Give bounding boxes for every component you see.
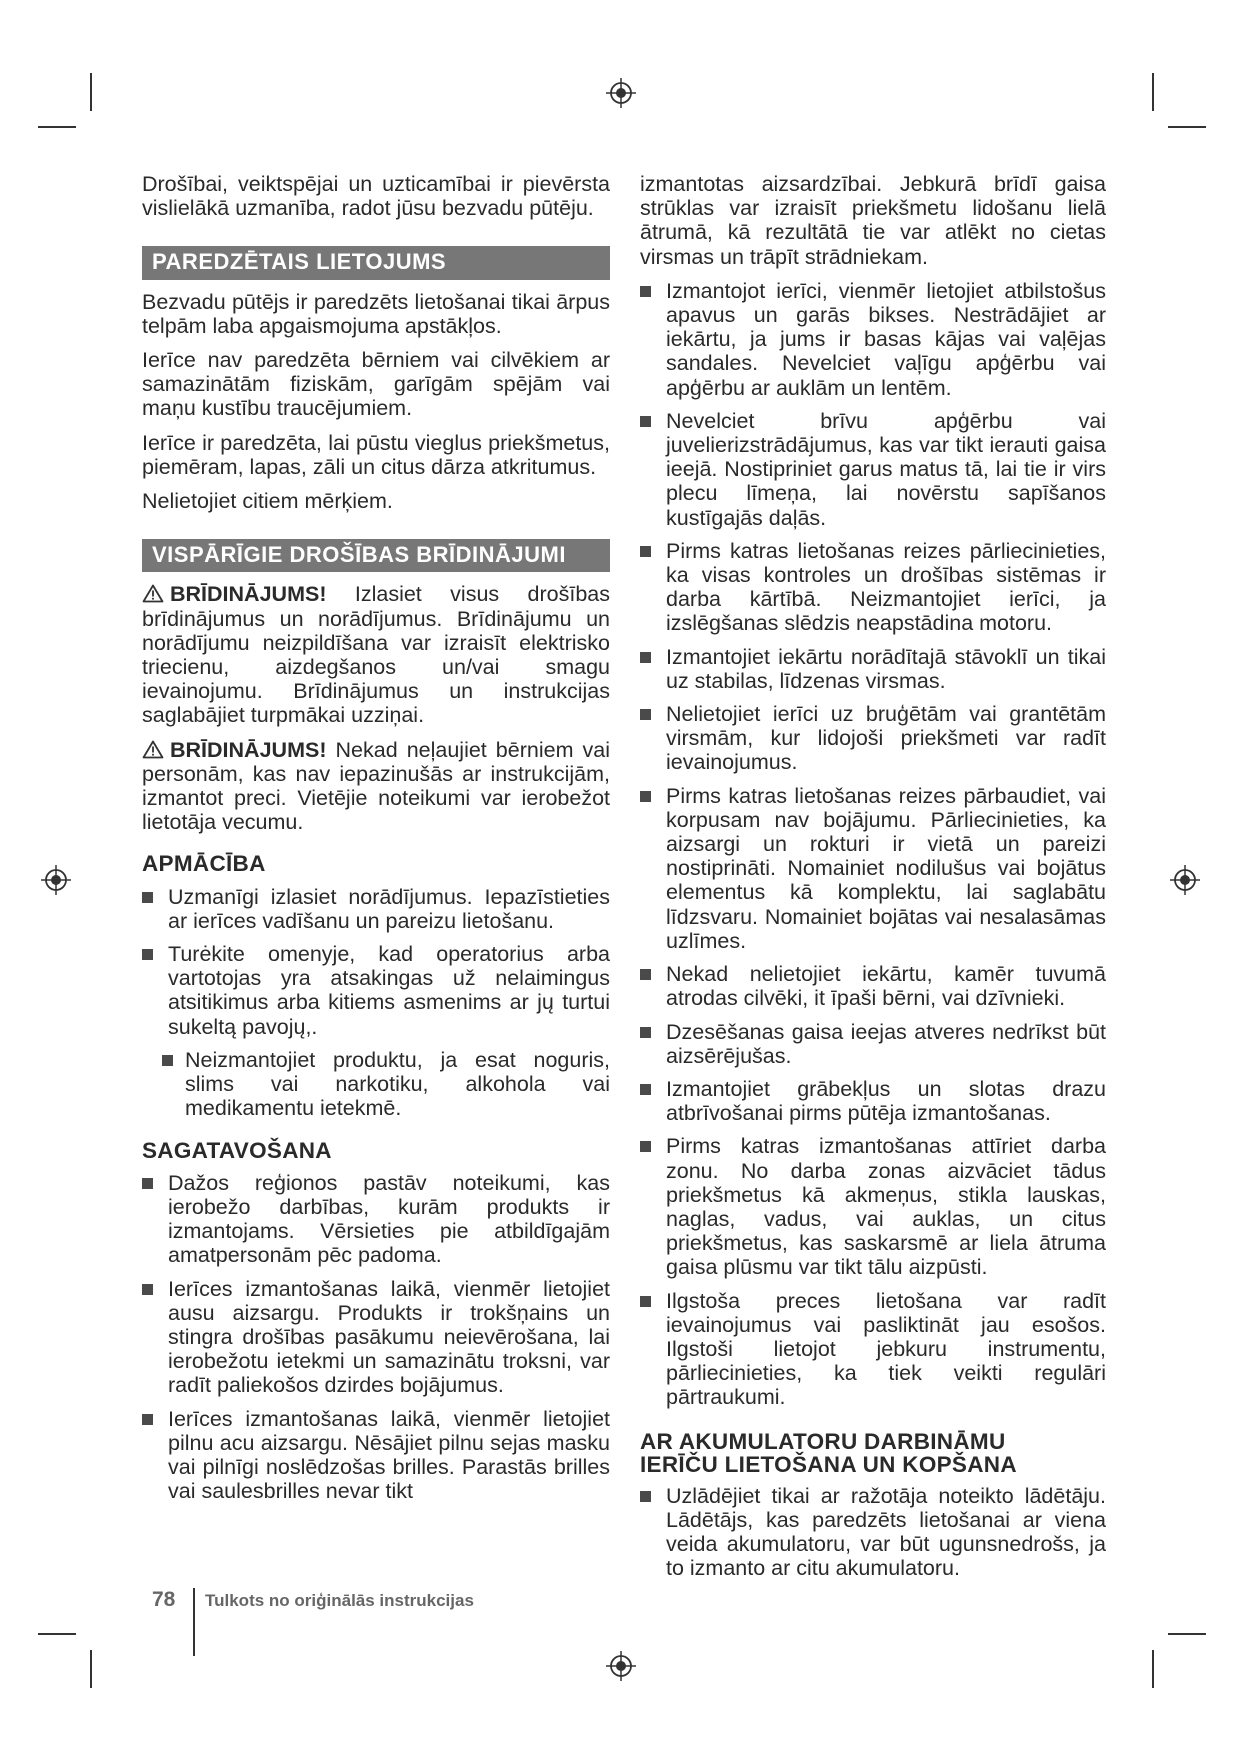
square-bullet-icon bbox=[640, 546, 651, 557]
list-item: Pirms katras izmantošanas attīriet darba zonu. No darba zonas aizvāciet tādus priekšmetus kā akmeņus, stikla lauskas, naglas, vadus, vai auklas, un citus priekšmetus, kas saskarsmē ar liela ātruma gaisa plūsmu var tikt tālu aizpūsti. bbox=[640, 1134, 1106, 1279]
list-item: Turėkite omenyje, kad operatorius arba vartotojas yra atsakingas už nelaimingus atsitikimus arba kitiems asmenims ar jų turtui sukeltą pavojų,. bbox=[142, 942, 610, 1039]
list-item: Uzlādējiet tikai ar ražotāja noteikto lādētāju. Lādētājs, kas paredzēts lietošanai ar viena veida akumulatoru, var būt ugunsnedrošs, ja to izmanto ar citu akumulatoru. bbox=[640, 1484, 1106, 1581]
paragraph: Ierīce nav paredzēta bērniem vai cilvēkiem ar samazinātām fiziskām, garīgām spējām vai maņu kustību traucējumiem. bbox=[142, 348, 610, 421]
list-item: Nelietojiet ierīci uz bruģētām vai grantētām virsmām, kur lidojoši priekšmeti var radīt ievainojumus. bbox=[640, 702, 1106, 775]
registration-mark-icon bbox=[41, 865, 71, 895]
crop-mark bbox=[1152, 73, 1154, 111]
list-item: Ierīces izmantošanas laikā, vienmēr lietojiet pilnu acu aizsargu. Nēsājiet pilnu sejas masku vai pilnīgi noslēdzošas brilles. Parastās brilles vai saulesbrilles nevar tikt bbox=[142, 1407, 610, 1504]
list-item: Dzesēšanas gaisa ieejas atveres nedrīkst būt aizsērējušas. bbox=[640, 1020, 1106, 1068]
crop-mark bbox=[38, 1633, 76, 1635]
square-bullet-icon bbox=[640, 709, 651, 720]
list-item: Izmantojot ierīci, vienmēr lietojiet atbilstošus apavus un garās bikses. Nestrādājiet ar iekārtu, ja jums ir basas kājas vai vaļējas sandales. Nevelciet vaļīgu apģērbu vai apģērbu ar auklām un lentēm. bbox=[640, 279, 1106, 400]
paragraph: Nelietojiet citiem mērķiem. bbox=[142, 489, 393, 514]
list-item: Nevelciet brīvu apģērbu vai juvelierizstrādājumus, kas var tikt ierauti gaisa ieejā. Nostipriniet garus matus tā, lai tie ir virs plecu līmeņa, lai novērstu sapīšanos kustīgajās daļās. bbox=[640, 409, 1106, 530]
section-heading-intended-use: PAREDZĒTAIS LIETOJUMS bbox=[142, 246, 610, 279]
square-bullet-icon bbox=[162, 1055, 173, 1066]
registration-mark-icon bbox=[606, 78, 636, 108]
subheading-preparation: SAGATAVOŠANA bbox=[142, 1137, 332, 1163]
square-bullet-icon bbox=[640, 1027, 651, 1038]
warning-paragraph bbox=[142, 738, 610, 835]
list-item: Nekad nelietojiet iekārtu, kamēr tuvumā atrodas cilvēki, it īpaši bērni, vai dzīvnieki. bbox=[640, 962, 1106, 1010]
subheading-line: IERĪČU LIETOŠANA UN KOPŠANA bbox=[640, 1451, 1017, 1477]
list-item: Pirms katras lietošanas reizes pārliecinieties, ka visas kontroles un drošības sistēmas ir darba kārtībā. Neizmantojiet ierīci, ja izslēgšanas slēdzis neapstādina motoru. bbox=[640, 539, 1106, 636]
page-number: 78 bbox=[152, 1588, 176, 1611]
square-bullet-icon bbox=[142, 1414, 153, 1425]
square-bullet-icon bbox=[640, 652, 651, 663]
crop-mark bbox=[90, 1650, 92, 1688]
warning-triangle-icon bbox=[142, 740, 164, 759]
registration-mark-icon bbox=[606, 1651, 636, 1681]
continued-paragraph: izmantotas aizsardzībai. Jebkurā brīdī gaisa strūklas var izraisīt priekšmetu lidošanu lielā ātrumā, kā rezultātā tie var atlēkt no cietas virsmas un trāpīt strādniekam. bbox=[640, 172, 1106, 269]
warning-label: BRĪDINĀJUMS! bbox=[170, 582, 327, 607]
subheading-battery-use bbox=[640, 1430, 1106, 1476]
square-bullet-icon bbox=[142, 1284, 153, 1295]
paragraph: Bezvadu pūtējs ir paredzēts lietošanai tikai ārpus telpām laba apgaismojuma apstākļos. bbox=[142, 289, 610, 338]
crop-mark bbox=[1168, 1633, 1206, 1635]
list-item: Ilgstoša preces lietošana var radīt ievainojumus vai pasliktināt jau esošos. Ilgstoši lietojot jebkuru instrumentu, pārliecinieties, ka tiek veikti regulāri pārtraukumi. bbox=[640, 1289, 1106, 1410]
subheading-line: AR AKUMULATORU DARBINĀMU bbox=[640, 1428, 1006, 1454]
left-column bbox=[142, 172, 610, 1512]
warning-text: Nekad neļaujiet bērniem vai personām, kas nav iepazinušās ar instrukcijām, izmantot preci. Vietējie noteikumi var ierobežot lietotāja vecumu. bbox=[142, 737, 610, 835]
list-item: Uzmanīgi izlasiet norādījumus. Iepazīstieties ar ierīces vadīšanu un pareizu lietošanu. bbox=[142, 885, 610, 933]
square-bullet-icon bbox=[640, 286, 651, 297]
list-item: Neizmantojiet produktu, ja esat noguris, slims vai narkotiku, alkohola vai medikamentu ietekmē. bbox=[162, 1048, 610, 1121]
warning-text: Izlasiet visus drošības brīdinājumus un norādījumus. Brīdinājumu un norādījumu neizpildīšana var izraisīt elektrisko triecienu, aizdegšanos un/vai smagu ievainojumu. Brīdinājumus un instrukcijas saglabājiet turpmākai uzziņai. bbox=[142, 582, 610, 728]
list-item: Pirms katras lietošanas reizes pārbaudiet, vai korpusam nav bojājumu. Pārliecinieties, ka aizsargi un rokturi ir vietā un pareizi nostiprināti. Nomainiet nodilušus vai bojātus elementus kā komplektu, lai saglabātu līdzsvaru. Nomainiet bojātas vai nesalasāmas uzlīmes. bbox=[640, 784, 1106, 953]
square-bullet-icon bbox=[142, 892, 153, 903]
list-item: Ierīces izmantošanas laikā, vienmēr lietojiet ausu aizsargu. Produkts ir trokšņains un stingra drošības pasākumu neievērošana, lai ierobežotu ietekmi un samazinātu troksni, var radīt paliekošos dzirdes bojājumus. bbox=[142, 1277, 610, 1398]
footer-divider bbox=[193, 1588, 195, 1656]
intro-paragraph: Drošībai, veiktspējai un uzticamībai ir pievērsta vislielākā uzmanība, radot jūsu bezvadu pūtēju. bbox=[142, 172, 610, 221]
list-item: Izmantojiet iekārtu norādītajā stāvoklī un tikai uz stabilas, līdzenas virsmas. bbox=[640, 645, 1106, 693]
crop-mark bbox=[1168, 126, 1206, 128]
crop-mark bbox=[38, 126, 76, 128]
square-bullet-icon bbox=[640, 1141, 651, 1152]
footer-text: Tulkots no oriģinālās instrukcijas bbox=[205, 1591, 474, 1610]
square-bullet-icon bbox=[640, 969, 651, 980]
crop-mark bbox=[90, 73, 92, 111]
square-bullet-icon bbox=[640, 791, 651, 802]
crop-mark bbox=[1152, 1650, 1154, 1688]
square-bullet-icon bbox=[640, 1084, 651, 1095]
section-heading-safety-warnings: VISPĀRĪGIE DROŠĪBAS BRĪDINĀJUMI bbox=[142, 539, 610, 572]
square-bullet-icon bbox=[142, 1178, 153, 1189]
warning-triangle-icon bbox=[142, 584, 164, 603]
registration-mark-icon bbox=[1170, 865, 1200, 895]
subheading-training: APMĀCĪBA bbox=[142, 851, 266, 877]
list-item: Izmantojiet grābekļus un slotas drazu atbrīvošanai pirms pūtēja izmantošanas. bbox=[640, 1077, 1106, 1125]
list-item: Dažos reģionos pastāv noteikumi, kas ierobežo darbības, kurām produkts ir izmantojams. Vērsieties pie atbildīgajām amatpersonām pēc padoma. bbox=[142, 1171, 610, 1268]
square-bullet-icon bbox=[640, 1491, 651, 1502]
right-column bbox=[640, 172, 1106, 1589]
square-bullet-icon bbox=[640, 1296, 651, 1307]
square-bullet-icon bbox=[640, 416, 651, 427]
warning-label: BRĪDINĀJUMS! bbox=[170, 737, 327, 762]
warning-paragraph bbox=[142, 582, 610, 727]
square-bullet-icon bbox=[142, 949, 153, 960]
paragraph: Ierīce ir paredzēta, lai pūstu vieglus priekšmetus, piemēram, lapas, zāli un citus dārza atkritumus. bbox=[142, 430, 610, 479]
